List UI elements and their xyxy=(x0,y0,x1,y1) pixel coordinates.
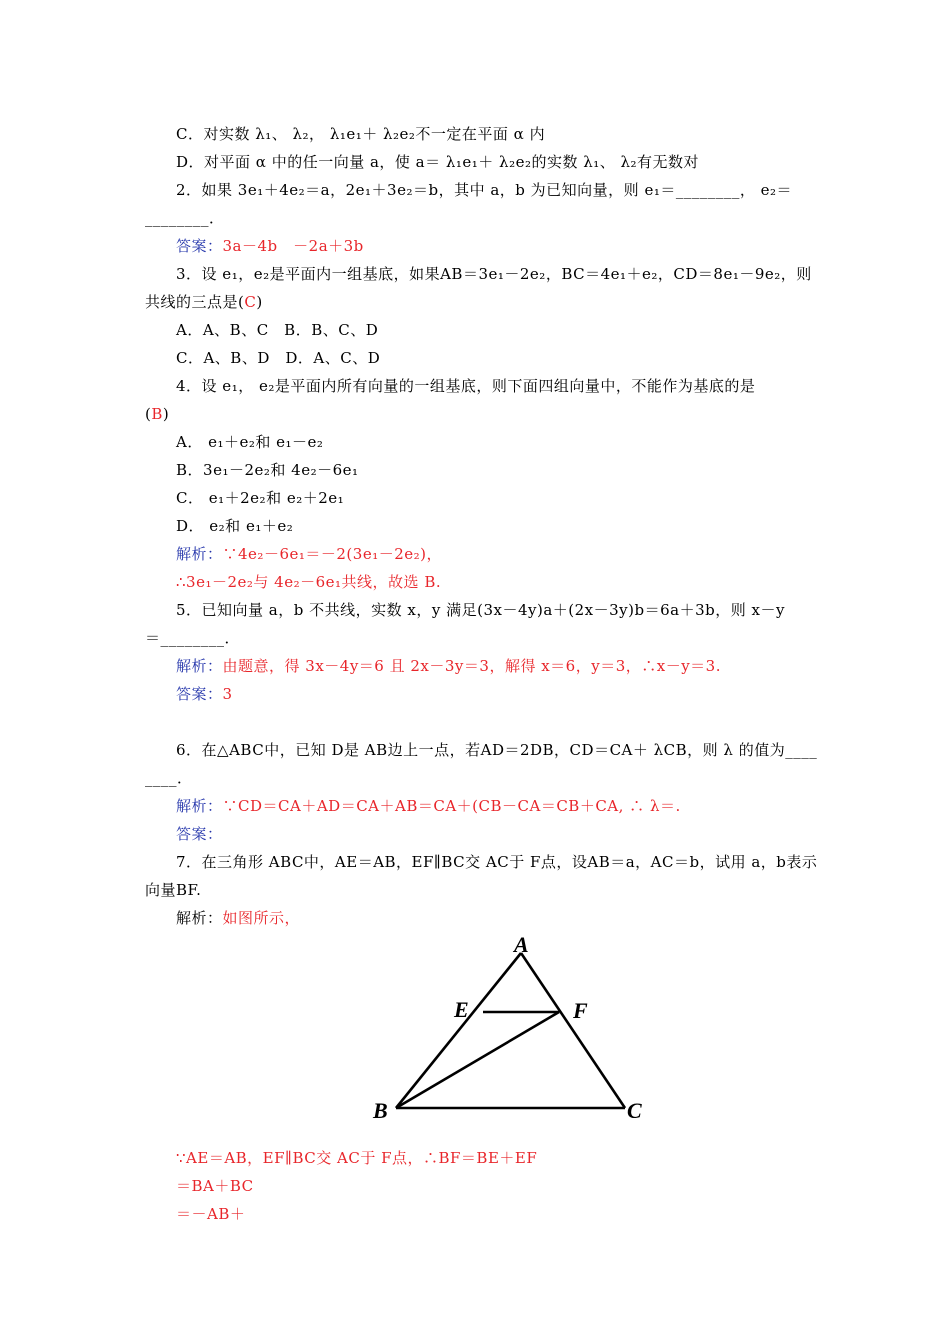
text-segment: C xyxy=(244,293,257,311)
text-segment: 解析： xyxy=(176,909,223,927)
text-segment: ∵AE＝AB，EF∥BC交 AC于 F点，∴BF＝BE＋EF xyxy=(176,1149,538,1167)
label-e: E xyxy=(454,997,469,1022)
text-segment: 3a－4b －2a＋3b xyxy=(222,237,364,255)
text-line-q4 xyxy=(176,376,755,396)
text-segment: 如图所示， xyxy=(222,909,301,927)
text-segment: B xyxy=(151,405,163,423)
text-segment: B．3e₁－2e₂和 4e₂－6e₁ xyxy=(176,461,359,479)
text-segment: 答案： xyxy=(176,825,223,843)
text-line-q4D xyxy=(176,516,293,536)
text-segment: ________． xyxy=(145,209,225,227)
text-segment: 3 xyxy=(222,685,233,703)
text-line-d xyxy=(176,152,699,172)
text-segment: 4．设 e₁， e₂是平面内所有向量的一组基底，则下面四组向量中，不能作为基底的是 xyxy=(176,377,756,395)
text-line-q4B xyxy=(176,460,359,480)
text-line-q3o1 xyxy=(176,320,378,340)
text-line-q7 xyxy=(176,852,817,872)
text-segment: 共线的三点是( xyxy=(145,293,245,311)
text-segment: 解析： xyxy=(176,797,223,815)
text-segment: 7．在三角形 ABC中，AE＝AB，EF∥BC交 AC于 F点，设AB＝a，AC＝b，试用 a，b表示 xyxy=(176,853,818,871)
text-segment: 解析： xyxy=(176,545,223,563)
text-segment: ＝BA＋BC xyxy=(176,1177,254,1195)
label-c: C xyxy=(627,1098,642,1123)
text-segment: 答案： xyxy=(176,685,223,703)
text-segment: C．A、B、D D．A、C、D xyxy=(176,349,381,367)
text-line-s4a xyxy=(176,544,442,564)
text-segment: 由题意，得 3x－4y＝6 且 2x－3y＝3，解得 x＝6，y＝3，∴x－y＝3. xyxy=(222,657,721,675)
text-segment: A．A、B、C B．B、C、D xyxy=(176,321,379,339)
text-line-q3 xyxy=(176,264,812,284)
text-line-s6 xyxy=(176,796,681,816)
text-line-q2b xyxy=(145,208,225,228)
text-segment: D． e₂和 e₁＋e₂ xyxy=(176,517,294,535)
text-segment: 6．在△ABC中，已知 D是 AB边上一点，若AD＝2DB，CD＝CA＋ λCB，则 λ 的值为____ xyxy=(176,741,818,759)
text-segment: 5．已知向量 a，b 不共线，实数 x，y 满足(3x－4y)a＋(2x－3y)b＝6a＋3b，则 x－y xyxy=(176,601,785,619)
text-segment: 答案： xyxy=(176,237,223,255)
text-segment: C．对实数 λ₁、 λ₂， λ₁e₁＋ λ₂e₂不一定在平面 α 内 xyxy=(176,125,546,143)
label-a: A xyxy=(514,932,529,957)
text-segment: ＝________． xyxy=(145,629,241,647)
text-line-q7b xyxy=(145,880,201,900)
text-line-q6 xyxy=(176,740,817,760)
text-line-s7c xyxy=(176,1204,245,1224)
text-segment: 向量BF. xyxy=(145,881,202,899)
segment-bf xyxy=(396,1012,559,1108)
text-line-s7a xyxy=(176,1148,537,1168)
text-line-a5 xyxy=(176,684,233,704)
triangle-figure xyxy=(353,928,653,1128)
label-b: B xyxy=(373,1098,388,1123)
text-segment: ∵CD＝CA＋AD＝CA＋AB＝CA＋(CB－CA＝CB＋CA, ∴ λ＝. xyxy=(222,797,681,815)
text-segment: ) xyxy=(256,293,263,311)
text-segment: ∴3e₁－2e₂与 4e₂－6e₁共线，故选 B. xyxy=(176,573,442,591)
text-segment: D．对平面 α 中的任一向量 a，使 a＝ λ₁e₁＋ λ₂e₂的实数 λ₁、 λ₂有无数对 xyxy=(176,153,700,171)
text-segment: 2．如果 3e₁＋4e₂＝a，2e₁＋3e₂＝b，其中 a，b 为已知向量，则 e₁＝________， e₂＝ xyxy=(176,181,792,199)
text-line-s7 xyxy=(176,908,300,928)
segment-ac xyxy=(521,953,625,1108)
text-line-a2 xyxy=(176,236,364,256)
text-line-q4b xyxy=(145,404,169,424)
text-segment: ＝－AB＋ xyxy=(176,1205,246,1223)
text-line-q3o2 xyxy=(176,348,380,368)
text-line-s7b xyxy=(176,1176,254,1196)
text-segment: ____． xyxy=(145,769,193,787)
label-f: F xyxy=(573,998,588,1023)
text-segment: ( xyxy=(145,405,152,423)
text-line-q5b xyxy=(145,628,240,648)
text-line-a6 xyxy=(176,824,223,844)
text-segment: A． e₁＋e₂和 e₁－e₂ xyxy=(176,433,324,451)
text-line-c xyxy=(176,124,545,144)
text-segment: C． e₁＋2e₂和 e₂＋2e₁ xyxy=(176,489,345,507)
text-line-q5 xyxy=(176,600,785,620)
segment-ab xyxy=(396,953,521,1108)
text-segment: ∵4e₂－6e₁＝－2(3e₁－2e₂)， xyxy=(222,545,442,563)
text-line-q4A xyxy=(176,432,323,452)
text-segment: 3．设 e₁，e₂是平面内一组基底，如果AB＝3e₁－2e₂，BC＝4e₁＋e₂，CD＝8e₁－9e₂，则 xyxy=(176,265,812,283)
text-line-s4b xyxy=(176,572,441,592)
text-line-q4C xyxy=(176,488,344,508)
text-line-q6b xyxy=(145,768,193,788)
text-line-q3b xyxy=(145,292,263,312)
text-segment: ) xyxy=(162,405,170,423)
text-line-s5 xyxy=(176,656,721,676)
text-line-q2 xyxy=(176,180,792,200)
text-segment: 解析： xyxy=(176,657,223,675)
